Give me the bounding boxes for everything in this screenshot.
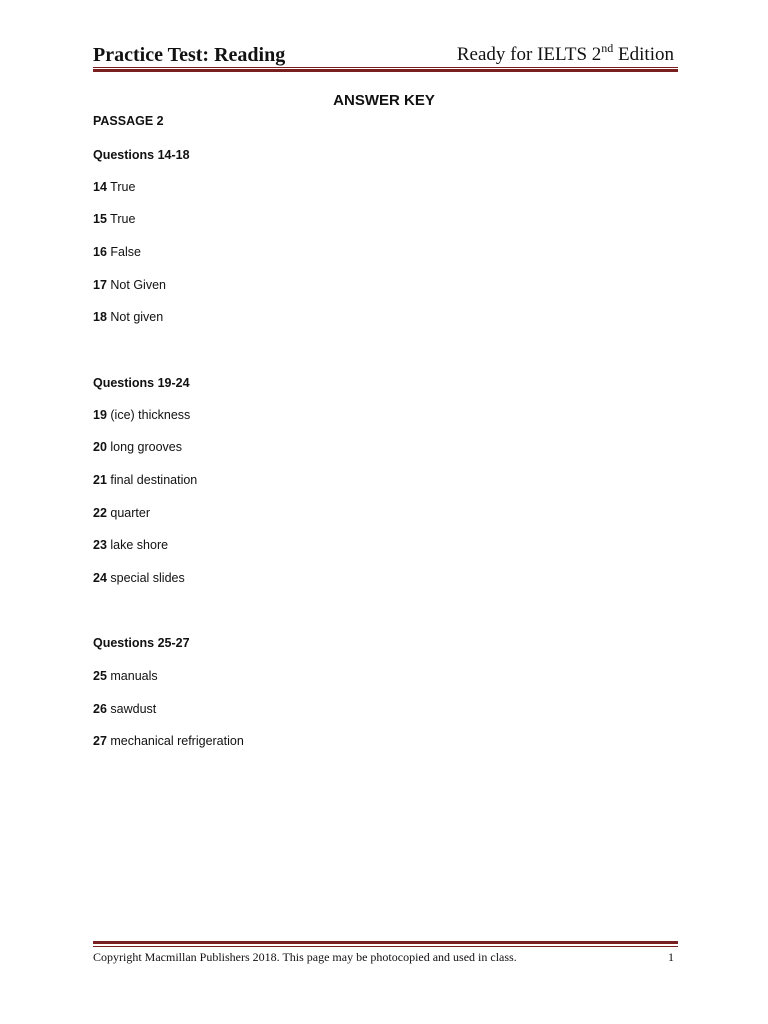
answer-number: 18 (93, 310, 107, 324)
answer-item (93, 472, 197, 488)
answer-text: (ice) thickness (110, 408, 191, 422)
copyright-notice: Copyright Macmillan Publishers 2018. This page may be photocopied and used in class. (93, 950, 517, 964)
answer-number: 19 (93, 408, 107, 422)
answer-text: long grooves (110, 440, 182, 454)
answer-item (93, 701, 156, 717)
answer-number: 25 (93, 669, 107, 683)
answer-text: sawdust (110, 702, 157, 716)
footer-rule-thin (93, 946, 678, 947)
answer-text: False (110, 245, 141, 259)
answer-item (93, 407, 190, 423)
answer-number: 24 (93, 571, 107, 585)
answer-text: True (110, 212, 136, 226)
page-number: 1 (668, 950, 674, 964)
page-footer (93, 949, 674, 967)
answer-text: Not given (110, 310, 164, 324)
answer-text: mechanical refrigeration (110, 734, 244, 748)
answer-item (93, 211, 135, 227)
answer-item (93, 244, 141, 260)
header-edition-suffix: Edition (613, 44, 674, 65)
answer-number: 17 (93, 278, 107, 292)
answer-item (93, 537, 168, 553)
answer-number: 15 (93, 212, 107, 226)
answer-text: True (110, 180, 136, 194)
answer-text: final destination (110, 473, 198, 487)
passage-label: PASSAGE 2 (93, 114, 164, 128)
header-edition (456, 40, 674, 67)
answer-text: special slides (110, 571, 185, 585)
answer-item (93, 733, 244, 749)
header-rule-thin (93, 67, 678, 68)
section-heading: Questions 19-24 (93, 376, 190, 390)
section-heading: Questions 14-18 (93, 148, 190, 162)
answer-item (93, 570, 185, 586)
answer-text: manuals (110, 669, 158, 683)
answer-number: 22 (93, 506, 107, 520)
header-title: Practice Test: Reading (93, 44, 286, 66)
answer-item (93, 179, 135, 195)
answer-item (93, 277, 166, 293)
page-header (93, 40, 674, 70)
answer-number: 16 (93, 245, 107, 259)
answer-number: 14 (93, 180, 107, 194)
answer-number: 21 (93, 473, 107, 487)
footer-rule-thick (93, 941, 678, 944)
answer-item (93, 309, 163, 325)
answer-item (93, 439, 182, 455)
answer-text: lake shore (110, 538, 169, 552)
section-heading: Questions 25-27 (93, 636, 190, 650)
answer-number: 26 (93, 702, 107, 716)
answer-text: quarter (110, 506, 150, 520)
answer-number: 20 (93, 440, 107, 454)
answer-item (93, 505, 150, 521)
answer-number: 23 (93, 538, 107, 552)
answer-number: 27 (93, 734, 107, 748)
answer-text: Not Given (110, 278, 166, 292)
header-rule-thick (93, 69, 678, 72)
page-title: ANSWER KEY (333, 92, 435, 109)
header-edition-prefix: Ready for IELTS 2 (456, 44, 602, 65)
answer-item (93, 668, 158, 684)
header-edition-sup: nd (601, 40, 614, 55)
